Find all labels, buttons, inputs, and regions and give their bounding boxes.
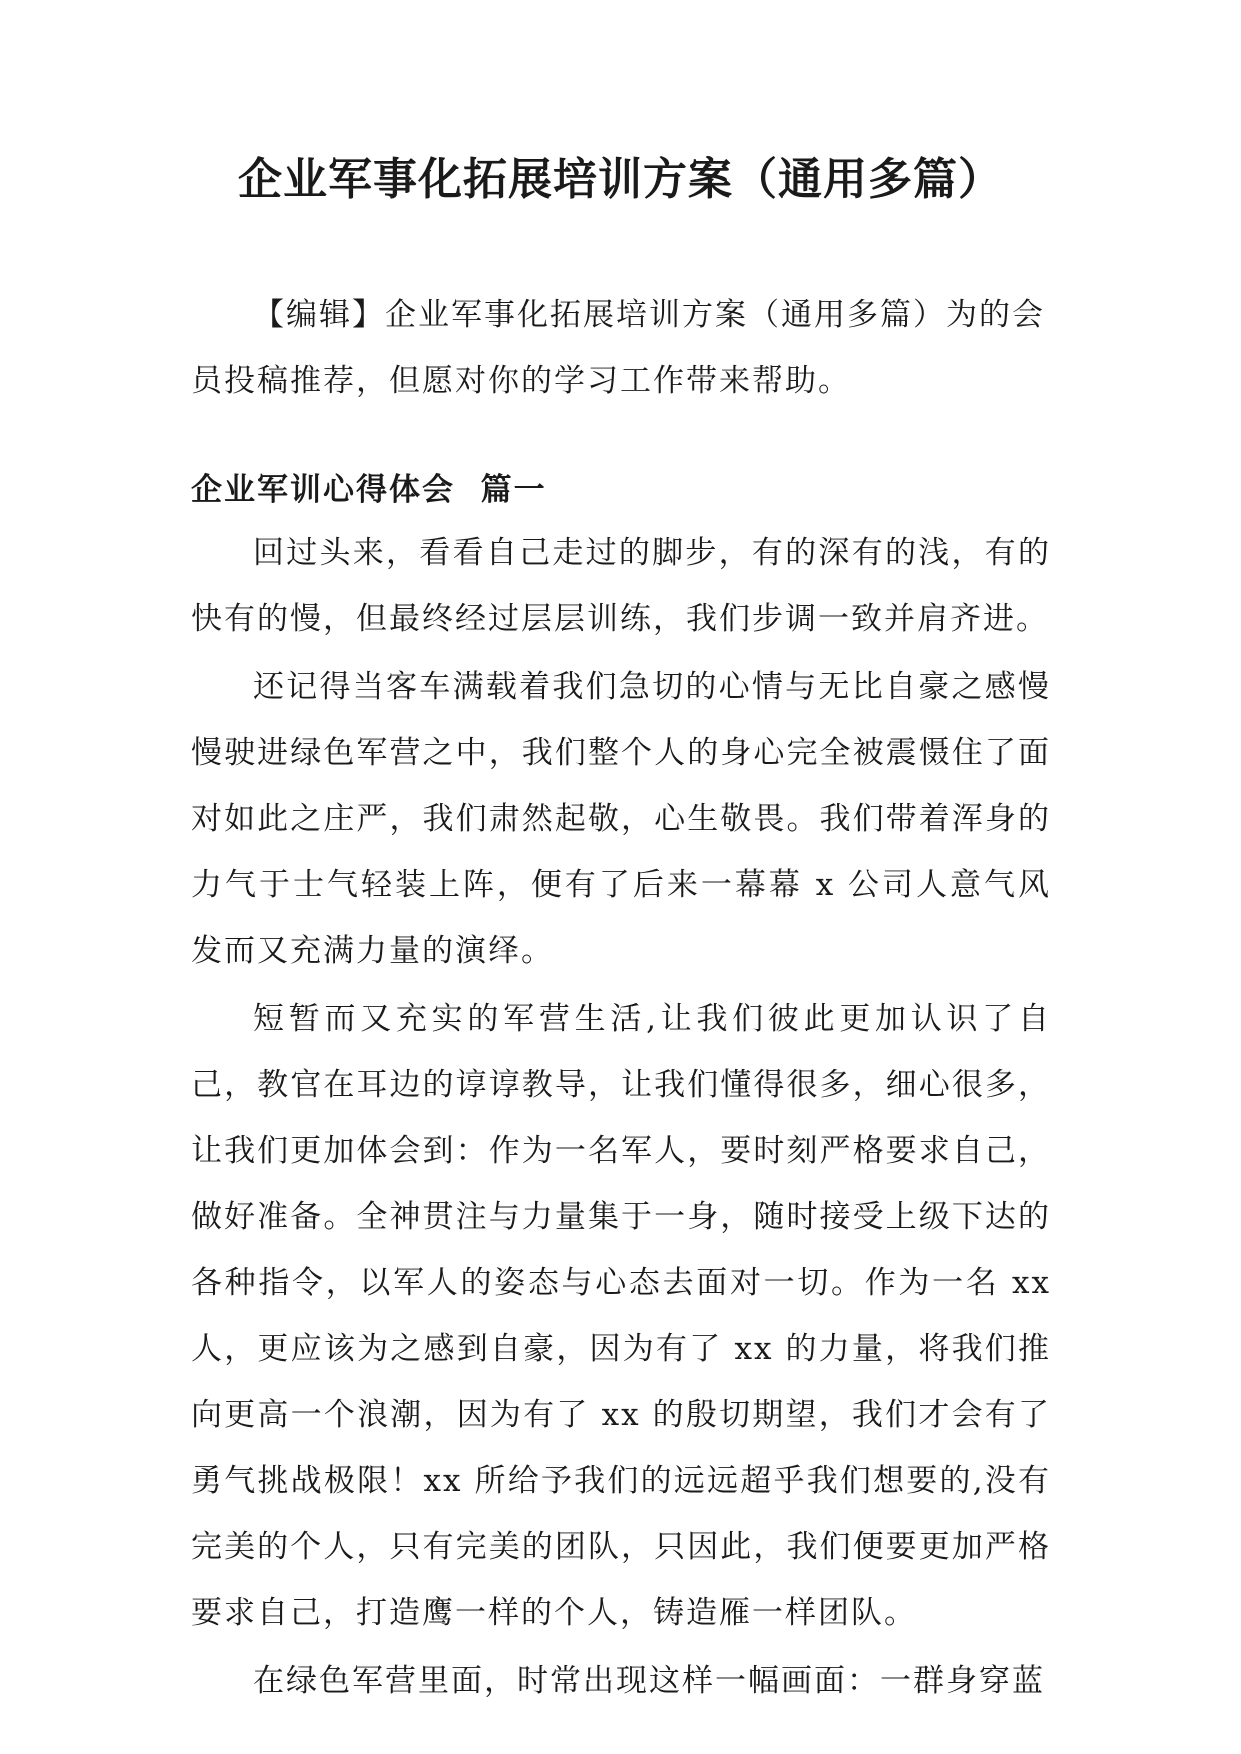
paragraph-3: 短暂而又充实的军营生活,让我们彼此更加认识了自己，教官在耳边的谆谆教导，让我们懂得很多，细心很多，让我们更加体会到：作为一名军人，要时刻严格要求自己，做好准备。全神贯注与力量集于一身，随时接受上级下达的各种指令，以军人的姿态与心态去面对一切。作为一名 xx 人，更应该为之感到自豪，因为有了 xx 的力量，将我们推向更高一个浪潮，因为有了 xx 的殷切期望，我们才会有了勇气挑战极限！xx 所给予我们的远远超乎我们想要的,没有完美的个人，只有完美的团队，只因此，我们便要更加严格要求自己，打造鹰一样的个人，铸造雁一样团队。	[191, 1001, 1051, 1631]
intro-paragraph: 【编辑】企业军事化拓展培训方案（通用多篇）为的会员投稿推荐，但愿对你的学习工作带来帮助。	[191, 297, 1045, 399]
intro-block	[191, 282, 1051, 414]
paragraph-1: 回过头来，看看自己走过的脚步，有的深有的浅，有的快有的慢，但最终经过层层训练，我们步调一致并肩齐进。	[191, 535, 1051, 637]
paragraph-2: 还记得当客车满载着我们急切的心情与无比自豪之感慢慢驶进绿色军营之中，我们整个人的身心完全被震慑住了面对如此之庄严，我们肃然起敬，心生敬畏。我们带着浑身的力气于士气轻装上阵，便有了后来一幕幕 x 公司人意气风发而又充满力量的演绎。	[191, 669, 1051, 969]
section-heading: 企业军训心得体会 篇一	[191, 472, 547, 508]
document-title: 企业军事化拓展培训方案（通用多篇）	[238, 154, 1003, 205]
paragraph-4: 在绿色军营里面，时常出现这样一幅画面：一群身穿蓝	[253, 1663, 1045, 1699]
article-body	[191, 520, 1051, 1716]
